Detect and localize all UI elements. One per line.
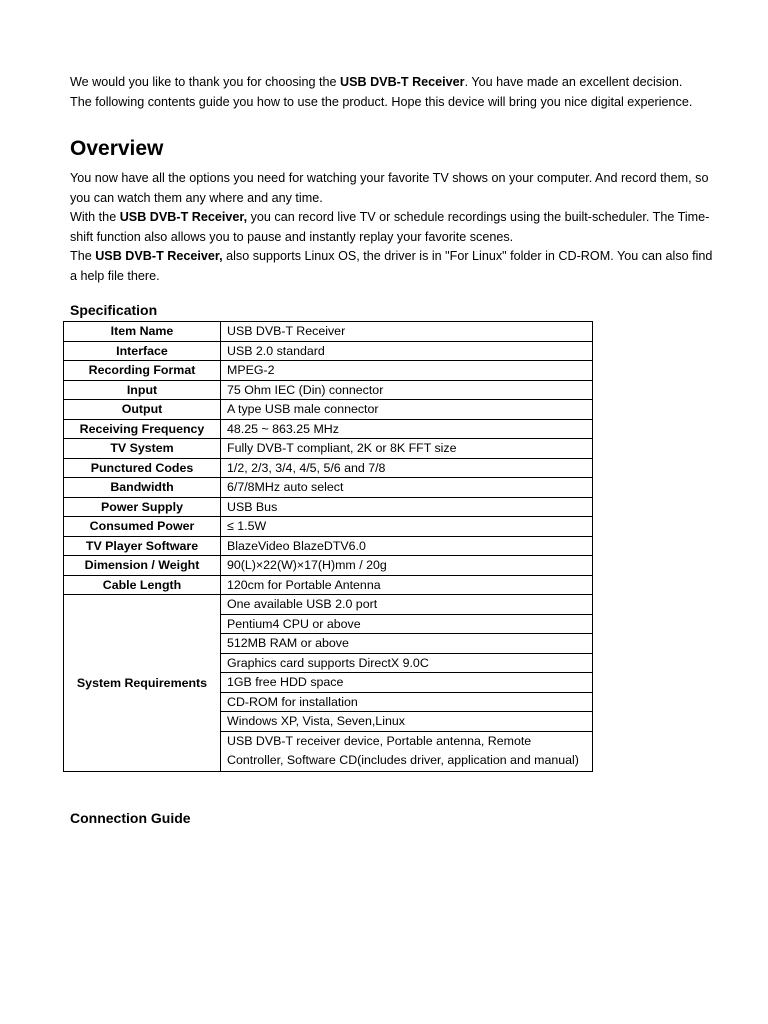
spec-key: TV Player Software <box>64 536 221 556</box>
spec-key: Cable Length <box>64 575 221 595</box>
spec-value: Fully DVB-T compliant, 2K or 8K FFT size <box>221 439 593 459</box>
spec-value: USB 2.0 standard <box>221 341 593 361</box>
table-row <box>64 595 593 615</box>
spec-value: A type USB male connector <box>221 400 593 420</box>
spec-key: TV System <box>64 439 221 459</box>
spec-value: 75 Ohm IEC (Din) connector <box>221 380 593 400</box>
table-row <box>64 419 593 439</box>
table-row <box>64 497 593 517</box>
spec-value: USB DVB-T Receiver <box>221 322 593 342</box>
spec-value: 120cm for Portable Antenna <box>221 575 593 595</box>
spec-key: Output <box>64 400 221 420</box>
system-requirement: 512MB RAM or above <box>221 634 593 654</box>
overview-heading: Overview <box>70 137 164 160</box>
overview-paragraph-2 <box>70 208 720 247</box>
spec-value: 6/7/8MHz auto select <box>221 478 593 498</box>
table-row <box>64 458 593 478</box>
spec-value: 1/2, 2/3, 3/4, 4/5, 5/6 and 7/8 <box>221 458 593 478</box>
spec-key: Bandwidth <box>64 478 221 498</box>
system-requirement: Pentium4 CPU or above <box>221 614 593 634</box>
table-row <box>64 478 593 498</box>
spec-value: BlazeVideo BlazeDTV6.0 <box>221 536 593 556</box>
product-name: USB DVB-T Receiver <box>340 75 465 89</box>
paragraph-text: also supports Linux OS, the driver is in "For Linux" folder in CD-ROM. You can also find a help file there. <box>70 249 713 283</box>
paragraph-text: you can record live TV or schedule recordings using the built-scheduler. The Time-shift function also allows you to pause and instantly replay your favorite scenes. <box>70 210 710 244</box>
spec-value: 90(L)×22(W)×17(H)mm / 20g <box>221 556 593 576</box>
table-row <box>64 439 593 459</box>
overview-paragraph-3 <box>70 247 720 286</box>
system-requirement: Windows XP, Vista, Seven,Linux <box>221 712 593 732</box>
system-requirements-label: System Requirements <box>64 595 221 772</box>
product-name: USB DVB-T Receiver, <box>119 210 248 224</box>
intro-text: We would you like to thank you for choosing the <box>70 75 340 89</box>
table-row <box>64 556 593 576</box>
spec-key: Interface <box>64 341 221 361</box>
spec-value: USB Bus <box>221 497 593 517</box>
spec-key: Recording Format <box>64 361 221 381</box>
overview-paragraph-1: You now have all the options you need for watching your favorite TV shows on your computer. And record them, so you can watch them any where and any time. <box>70 171 709 205</box>
spec-key: Dimension / Weight <box>64 556 221 576</box>
intro-text: . You have made an excellent decision. <box>464 75 683 89</box>
connection-guide-heading: Connection Guide <box>70 810 191 826</box>
table-row <box>64 400 593 420</box>
table-row <box>64 517 593 537</box>
paragraph-text: With the <box>70 210 120 224</box>
spec-key: Power Supply <box>64 497 221 517</box>
table-row <box>64 341 593 361</box>
spec-value: 48.25 ~ 863.25 MHz <box>221 419 593 439</box>
system-requirement: USB DVB-T receiver device, Portable antenna, Remote Controller, Software CD(includes driver, application and manual) <box>221 731 593 771</box>
system-requirement: Graphics card supports DirectX 9.0C <box>221 653 593 673</box>
intro-line-1 <box>70 73 720 93</box>
overview-section <box>70 169 720 286</box>
spec-key: Consumed Power <box>64 517 221 537</box>
table-row <box>64 575 593 595</box>
product-name: USB DVB-T Receiver, <box>95 249 223 263</box>
table-row <box>64 322 593 342</box>
spec-value: MPEG-2 <box>221 361 593 381</box>
system-requirement: 1GB free HDD space <box>221 673 593 693</box>
spec-key: Punctured Codes <box>64 458 221 478</box>
spec-key: Receiving Frequency <box>64 419 221 439</box>
table-row <box>64 380 593 400</box>
intro-paragraph <box>70 73 720 112</box>
specification-table <box>63 321 593 772</box>
table-row <box>64 536 593 556</box>
system-requirement: One available USB 2.0 port <box>221 595 593 615</box>
paragraph-text: The <box>70 249 96 263</box>
spec-value: ≤ 1.5W <box>221 517 593 537</box>
intro-line-2: The following contents guide you how to use the product. Hope this device will bring you nice digital experience. <box>70 94 693 109</box>
spec-key: Item Name <box>64 322 221 342</box>
table-row <box>64 361 593 381</box>
system-requirement: CD-ROM for installation <box>221 692 593 712</box>
spec-key: Input <box>64 380 221 400</box>
specification-heading: Specification <box>70 302 158 318</box>
